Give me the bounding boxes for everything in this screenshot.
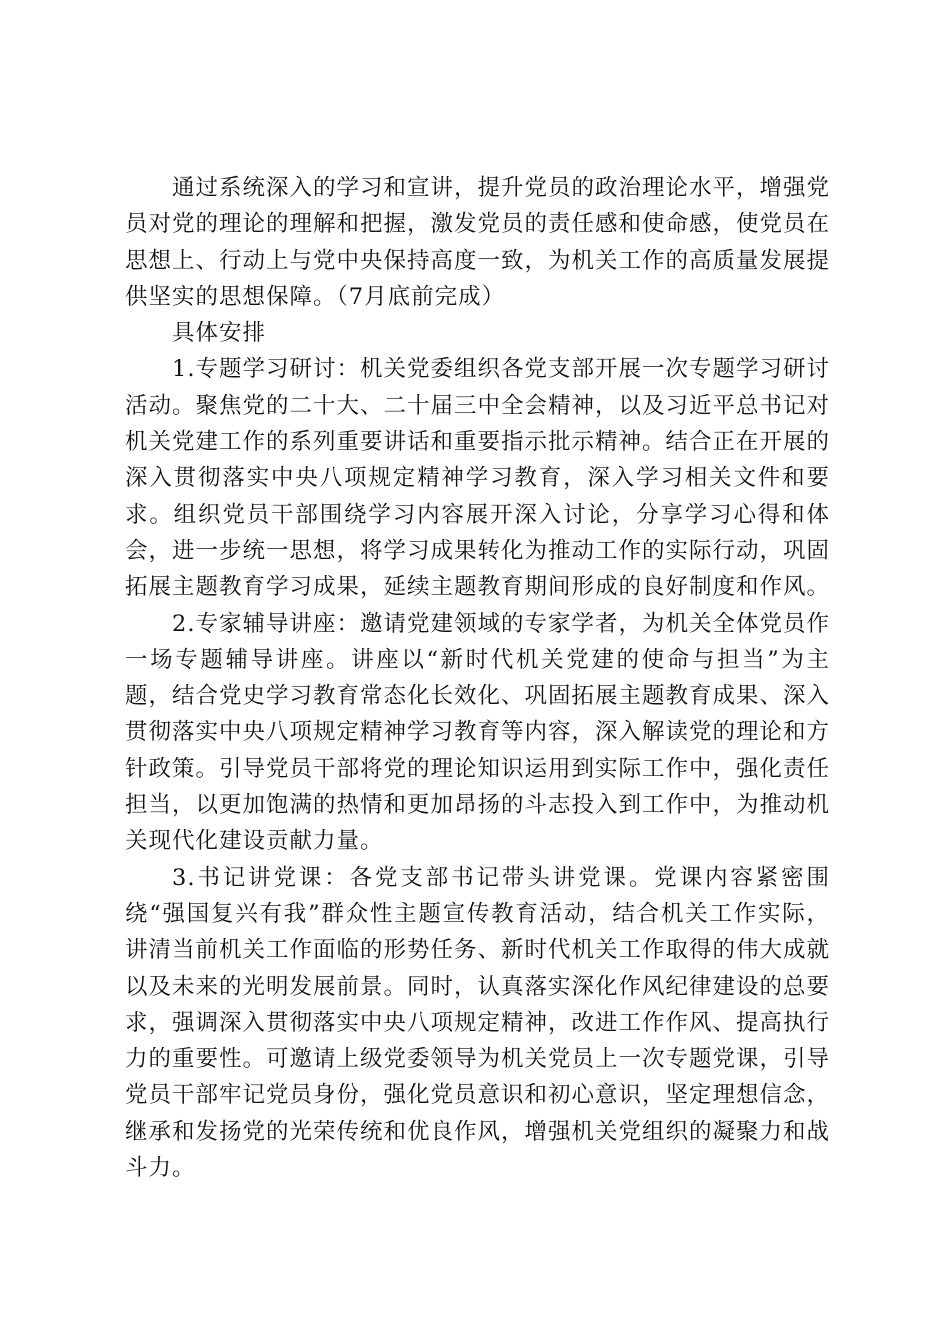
paragraph-item-3-secretary-lecture: 3.书记讲党课：各党支部书记带头讲党课。党课内容紧密围绕“强国复兴有我”群众性主题宣传教育活动，结合机关工作实际，讲清当前机关工作面临的形势任务、新时代机关工作取得的伟大成就以及未来的光明发展前景。同时，认真落实深化作风纪律建设的总要求，强调深入贯彻落实中央八项规定精神，改进工作作风、提高执行力的重要性。可邀请上级党委领导为机关党员上一次专题党课，引导党员干部牢记党员身份，强化党员意识和初心意识，坚定理想信念，继承和发扬党的光荣传统和优良作风，增强机关党组织的凝聚力和战斗力。 — [125, 864, 831, 1182]
paragraph-heading-arrangement: 具体安排 — [172, 320, 267, 347]
paragraph-item-1-study-seminar: 1.专题学习研讨：机关党委组织各党支部开展一次专题学习研讨活动。聚焦党的二十大、二十届三中全会精神，以及习近平总书记对机关党建工作的系列重要讲话和重要指示批示精神。结合正在开展的深入贯彻落实中央八项规定精神学习教育，深入学习相关文件和要求。组织党员干部围绕学习内容展开深入讨论，分享学习心得和体会，进一步统一思想，将学习成果转化为推动工作的实际行动，巩固拓展主题教育学习成果，延续主题教育期间形成的良好制度和作风。 — [125, 356, 831, 601]
document-body — [125, 170, 830, 1186]
paragraph-item-2-expert-lecture: 2.专家辅导讲座：邀请党建领域的专家学者，为机关全体党员作一场专题辅导讲座。讲座以“新时代机关党建的使命与担当”为主题，结合党史学习教育常态化长效化、巩固拓展主题教育成果、深入贯彻落实中央八项规定精神学习教育等内容，深入解读党的理论和方针政策。引导党员干部将党的理论知识运用到实际工作中，强化责任担当，以更加饱满的热情和更加昂扬的斗志投入到工作中，为推动机关现代化建设贡献力量。 — [125, 610, 831, 855]
paragraph-goal: 通过系统深入的学习和宣讲，提升党员的政治理论水平，增强党员对党的理论的理解和把握，激发党员的责任感和使命感，使党员在思想上、行动上与党中央保持高度一致，为机关工作的高质量发展提供坚实的思想保障。（7月底前完成） — [125, 175, 831, 310]
